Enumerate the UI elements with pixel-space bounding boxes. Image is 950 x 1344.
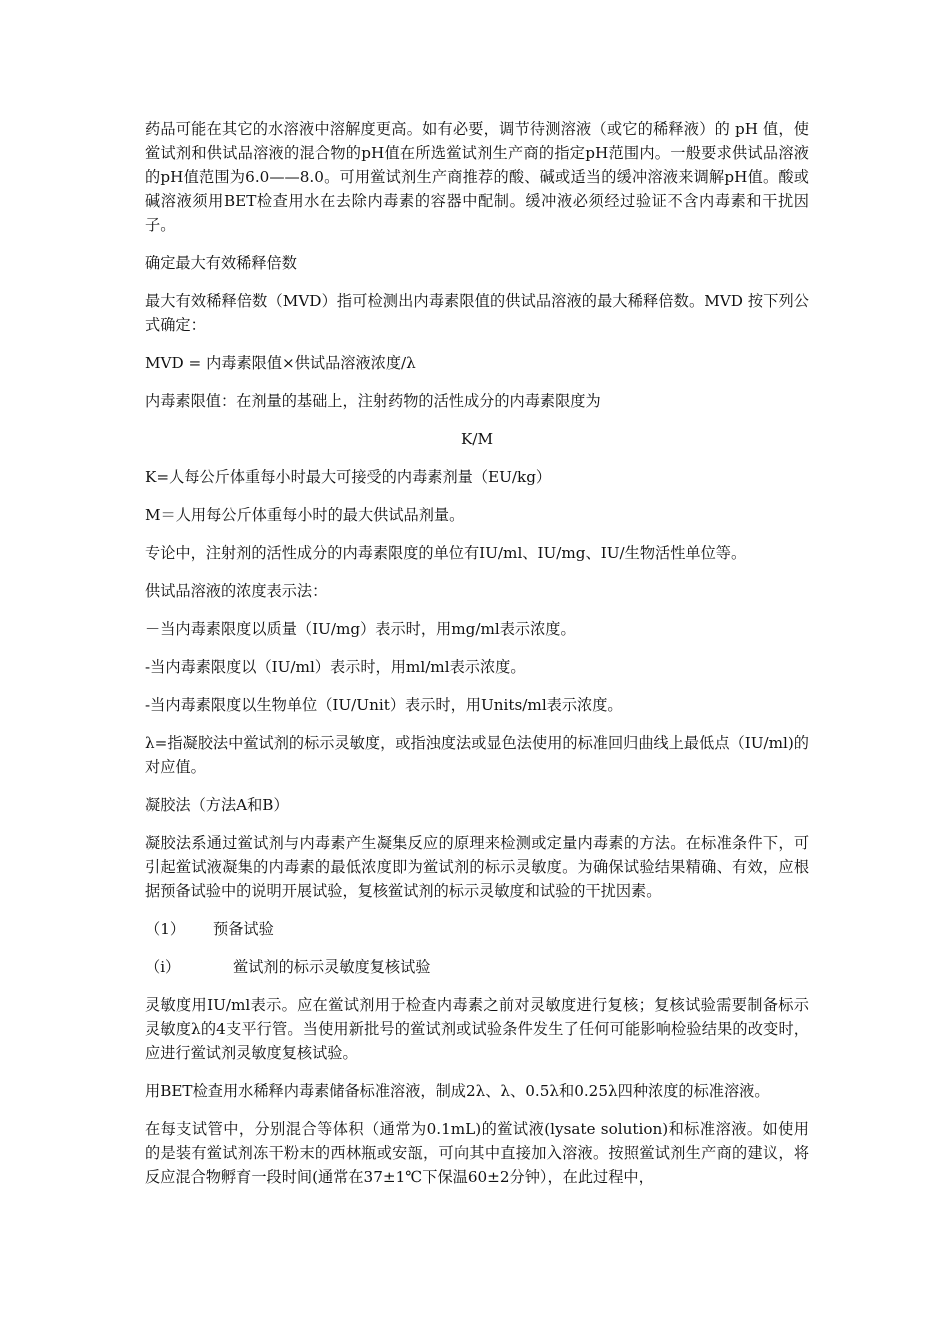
list-item-mass: －当内毒素限度以质量（IU/mg）表示时，用mg/ml表示浓度。: [145, 620, 576, 638]
paragraph-incubation: 在每支试管中，分别混合等体积（通常为0.1mL)的鲎试液(lysate solution)和标准溶液。如使用的是装有鲎试剂冻干粉末的西林瓶或安瓿，可向其中直接加入溶液。按照鲎试剂生产商的建议，将反应混合物孵育一段时间(通常在37±1℃下保温60±2分钟），在此过程中，: [145, 1120, 809, 1186]
paragraph-lambda-definition: λ=指凝胶法中鲎试剂的标示灵敏度，或指浊度法或显色法使用的标准回归曲线上最低点（IU/ml)的对应值。: [145, 734, 809, 776]
paragraph-units: 专论中，注射剂的活性成分的内毒素限度的单位有IU/ml、IU/mg、IU/生物活性单位等。: [145, 544, 747, 562]
paragraph-standard-solutions: 用BET检查用水稀释内毒素储备标准溶液，制成2λ、λ、0.5λ和0.25λ四种浓度的标准溶液。: [145, 1082, 770, 1100]
paragraph-k-definition: K=人每公斤体重每小时最大可接受的内毒素剂量（EU/kg）: [145, 468, 552, 486]
paragraph-m-definition: M＝人用每公斤体重每小时的最大供试品剂量。: [145, 506, 465, 524]
section-number: （1）: [145, 920, 186, 938]
heading-mvd: 确定最大有效稀释倍数: [145, 254, 297, 272]
section-title: 预备试验: [213, 920, 274, 938]
paragraph-ph-adjustment: 药品可能在其它的水溶液中溶解度更高。如有必要，调节待测溶液（或它的稀释液）的 pH 值，使鲎试剂和供试品溶液的混合物的pH值在所选鲎试剂生产商的指定pH范围内。一般要求供试品溶液的pH值范围为6.0——8.0。可用鲎试剂生产商推荐的酸、碱或适当的缓冲溶液来调解pH值。酸或碱溶液须用BET检查用水在去除内毒素的容器中配制。缓冲液必须经过验证不含内毒素和干扰因子。: [145, 120, 809, 234]
numbered-heading-sensitivity: [145, 955, 809, 979]
paragraph-sensitivity: 灵敏度用IU/ml表示。应在鲎试剂用于检查内毒素之前对灵敏度进行复核；复核试验需要制备标示灵敏度λ的4支平行管。当使用新批号的鲎试剂或试验条件发生了任何可能影响检验结果的改变时，应进行鲎试剂灵敏度复核试验。: [145, 996, 809, 1062]
formula-mvd: MVD = 内毒素限值×供试品溶液浓度/λ: [145, 354, 416, 372]
heading-concentration: 供试品溶液的浓度表示法：: [145, 582, 328, 600]
list-item-biological-unit: -当内毒素限度以生物单位（IU/Unit）表示时，用Units/ml表示浓度。: [145, 696, 623, 714]
heading-gel-clot: 凝胶法（方法A和B）: [145, 796, 289, 814]
subsection-title: 鲎试剂的标示灵敏度复核试验: [233, 958, 431, 976]
paragraph-gel-clot-method: 凝胶法系通过鲎试剂与内毒素产生凝集反应的原理来检测或定量内毒素的方法。在标准条件下，可引起鲎试液凝集的内毒素的最低浓度即为鲎试剂的标示灵敏度。为确保试验结果精确、有效，应根据预备试验中的说明开展试验，复核鲎试剂的标示灵敏度和试验的干扰因素。: [145, 834, 809, 900]
formula-k-over-m: K/M: [460, 430, 493, 448]
subsection-number: （i）: [145, 958, 181, 976]
document-page: [145, 117, 809, 1203]
numbered-heading-preparatory: [145, 917, 809, 941]
list-item-volume: -当内毒素限度以（IU/ml）表示时，用ml/ml表示浓度。: [145, 658, 526, 676]
paragraph-mvd-definition: 最大有效稀释倍数（MVD）指可检测出内毒素限值的供试品溶液的最大稀释倍数。MVD 按下列公式确定：: [145, 292, 809, 334]
paragraph-endotoxin-limit: 内毒素限值：在剂量的基础上，注射药物的活性成分的内毒素限度为: [145, 392, 601, 410]
